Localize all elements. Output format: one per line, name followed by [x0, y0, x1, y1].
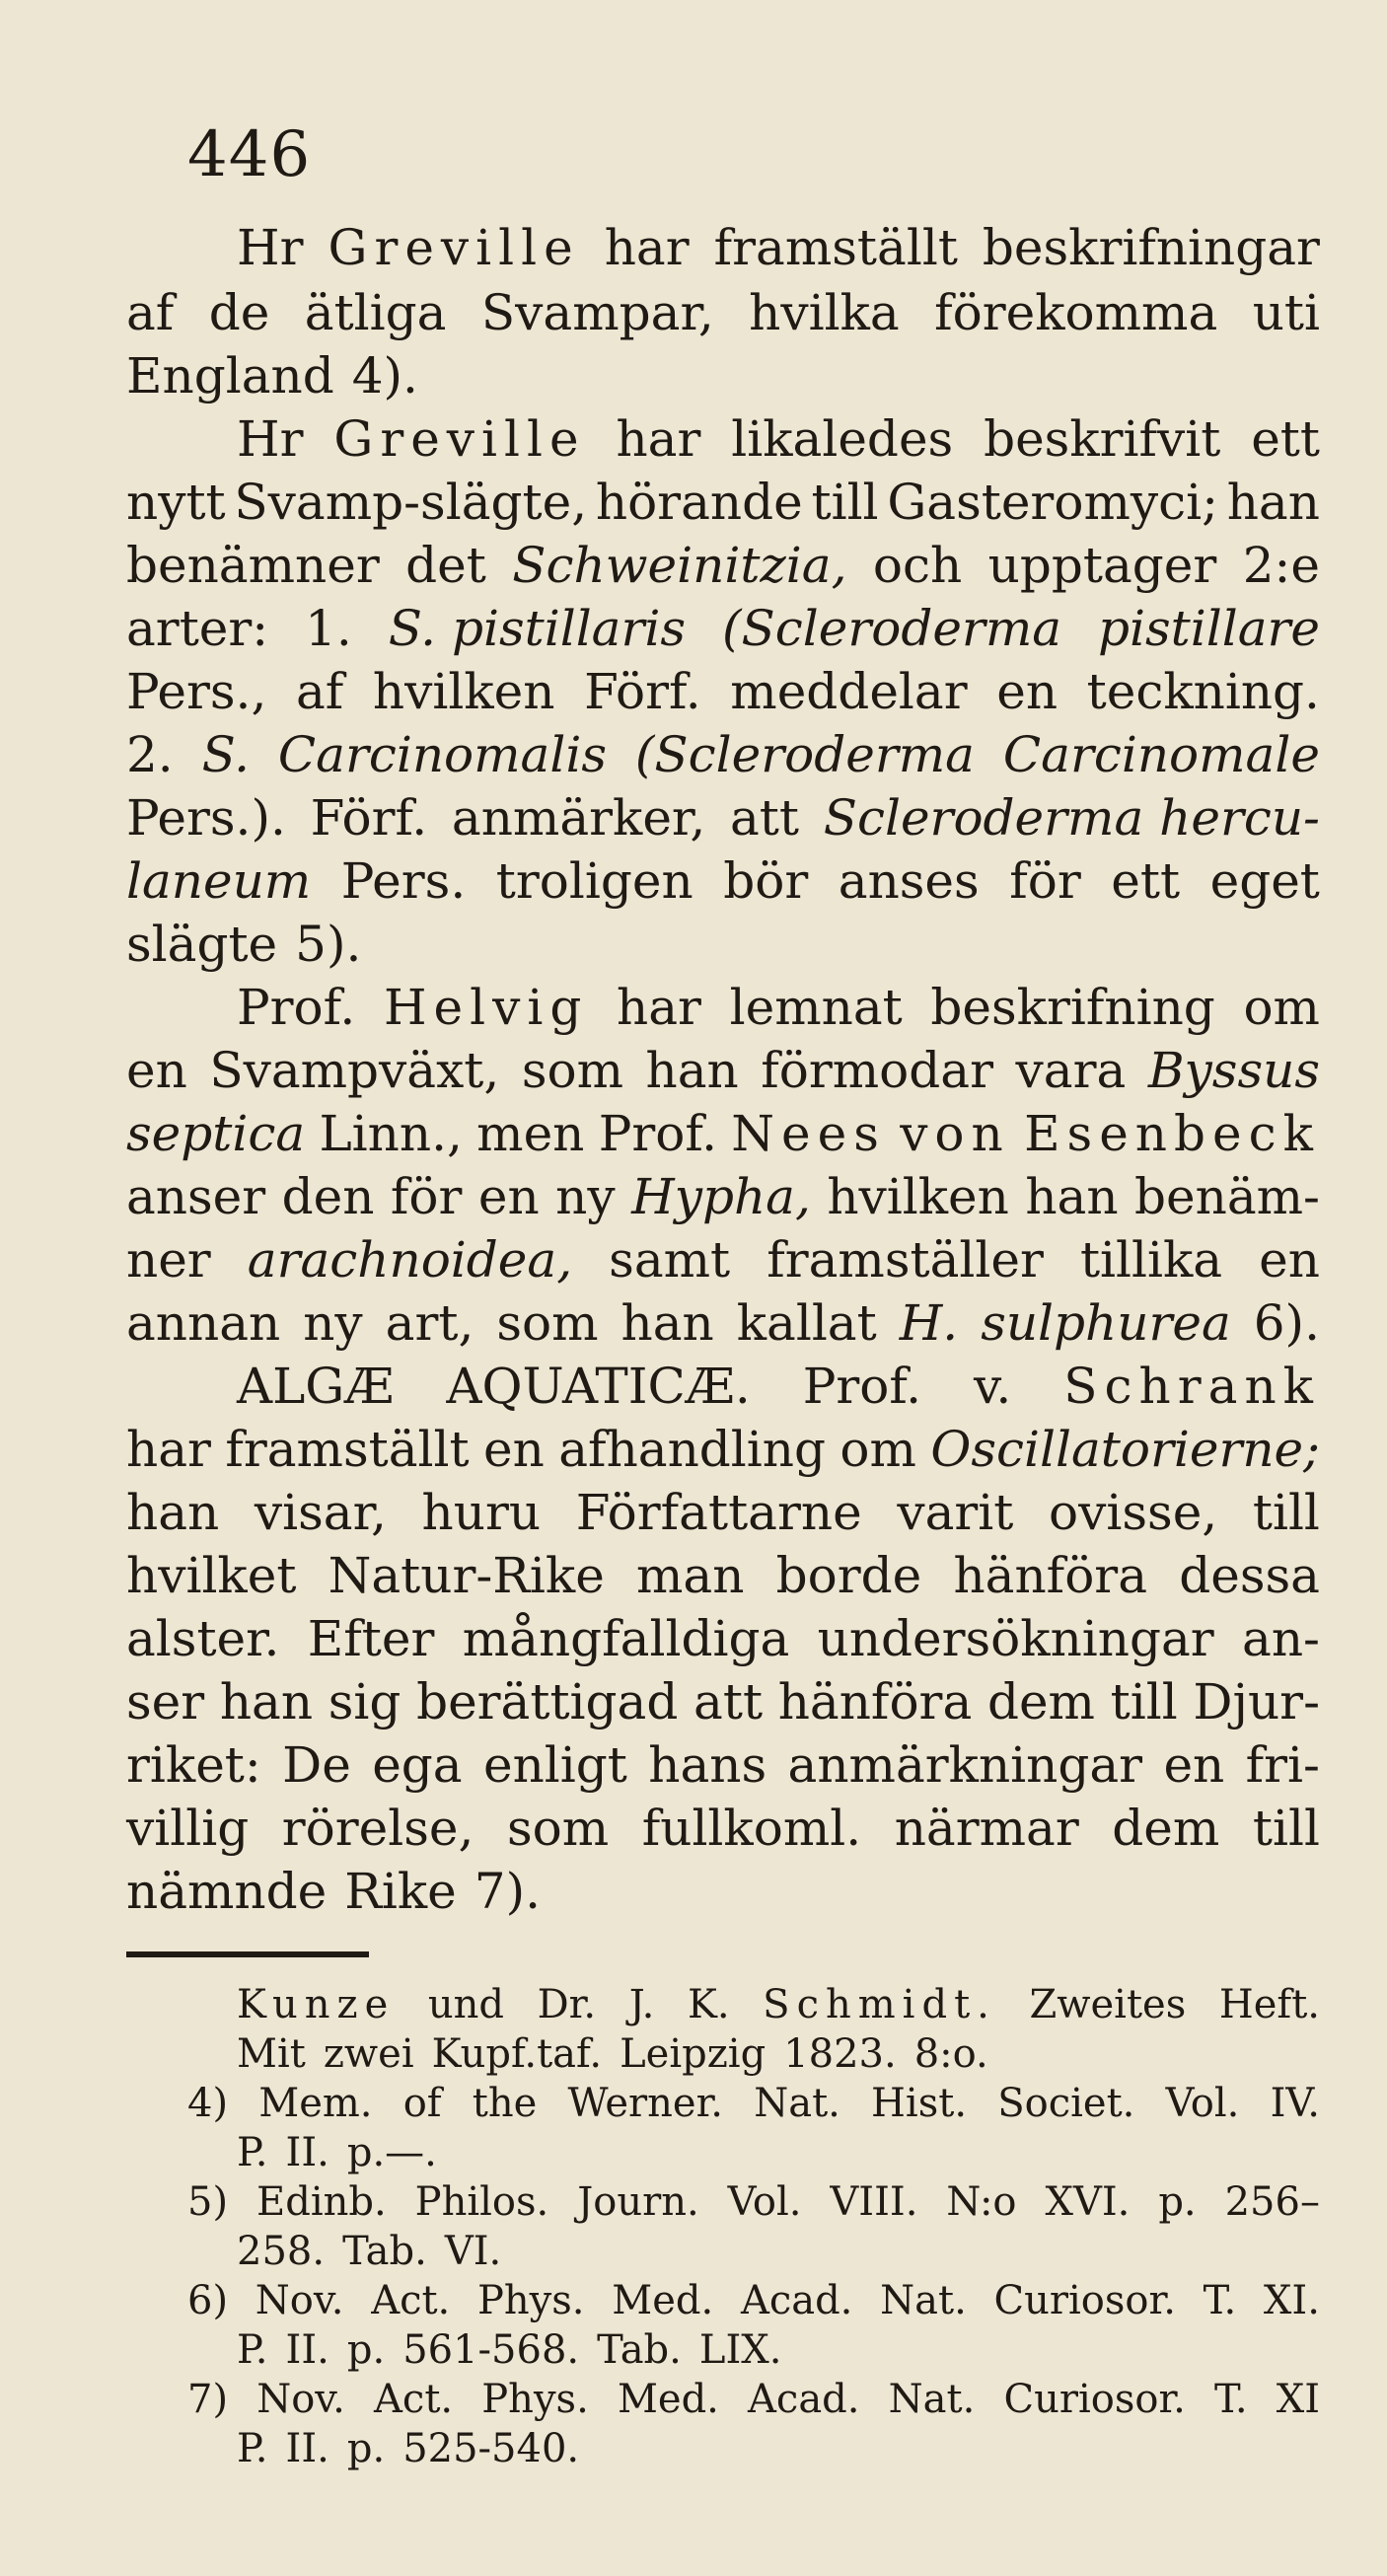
- footnote-line: Mit zwei Kupf.taf. Leipzig 1823. 8:o.: [237, 2031, 988, 2077]
- text-line: anser den för en ny Hypha, hvilken han benäm-: [126, 1168, 1320, 1225]
- text-line: ALGÆ AQUATICÆ. Prof. v. Schrank: [237, 1358, 1320, 1415]
- footnote-line: 6) Nov. Act. Phys. Med. Acad. Nat. Curiosor. T. XI.: [187, 2278, 1320, 2323]
- text-line: England 4).: [126, 347, 418, 405]
- text-line: Hr Greville har framställt beskrifningar: [237, 219, 1320, 276]
- footnote-divider: [126, 1951, 369, 1957]
- footnote-line: 5) Edinb. Philos. Journ. Vol. VIII. N:o XVI. p. 256–: [187, 2179, 1320, 2225]
- text-line: annan ny art, som han kallat H. sulphurea 6).: [126, 1294, 1320, 1352]
- text-line: en Svampväxt, som han förmodar vara Byssus: [126, 1042, 1320, 1099]
- text-line: har framställt en afhandling om Oscillatorierne;: [126, 1421, 1320, 1478]
- text-line: alster. Efter mångfalldiga undersökningar an-: [126, 1610, 1320, 1667]
- footnote-line: 258. Tab. VI.: [237, 2229, 502, 2274]
- text-line: nämnde Rike 7).: [126, 1863, 541, 1920]
- footnote-line: Kunze und Dr. J. K. Schmidt. Zweites Heft.: [237, 1982, 1320, 2027]
- text-line: ner arachnoidea, samt framställer tillika en: [126, 1231, 1320, 1288]
- footnote-line: 7) Nov. Act. Phys. Med. Acad. Nat. Curiosor. T. XI: [187, 2377, 1320, 2422]
- text-line: Pers., af hvilken Förf. meddelar en teckning.: [126, 663, 1320, 720]
- footnote-line: P. II. p. 525-540.: [237, 2426, 580, 2471]
- text-line: han visar, huru Författarne varit ovisse, till: [126, 1484, 1320, 1541]
- text-line: Hr Greville har likaledes beskrifvit ett: [237, 410, 1320, 468]
- text-line: ser han sig berättigad att hänföra dem till Djur-: [126, 1673, 1320, 1730]
- footnote-line: P. II. p. 561-568. Tab. LIX.: [237, 2327, 782, 2373]
- text-line: laneum Pers. troligen bör anses för ett eget: [126, 852, 1320, 910]
- text-line: arter: 1. S. pistillaris (Scleroderma pistillare: [126, 600, 1320, 657]
- text-line: slägte 5).: [126, 916, 362, 973]
- text-line: nytt Svamp-slägte, hörande till Gasteromyci; han: [126, 474, 1320, 531]
- footnote-line: 4) Mem. of the Werner. Nat. Hist. Societ. Vol. IV.: [187, 2081, 1320, 2126]
- text-line: septica Linn., men Prof. Nees von Esenbeck: [126, 1105, 1320, 1162]
- text-line: villig rörelse, som fullkoml. närmar dem till: [126, 1800, 1320, 1857]
- footnote-line: P. II. p.—.: [237, 2130, 437, 2175]
- text-line: 2. S. Carcinomalis (Scleroderma Carcinomale: [126, 726, 1320, 783]
- text-line: Prof. Helvig har lemnat beskrifning om: [237, 979, 1320, 1036]
- text-line: benämner det Schweinitzia, och upptager 2:e: [126, 537, 1320, 594]
- page-number: 446: [187, 118, 312, 191]
- text-line: hvilket Natur-Rike man borde hänföra dessa: [126, 1547, 1320, 1604]
- text-line: Pers.). Förf. anmärker, att Scleroderma hercu-: [126, 789, 1320, 846]
- text-line: riket: De ega enligt hans anmärkningar en fri-: [126, 1736, 1320, 1794]
- text-line: af de ätliga Svampar, hvilka förekomma uti: [126, 284, 1320, 341]
